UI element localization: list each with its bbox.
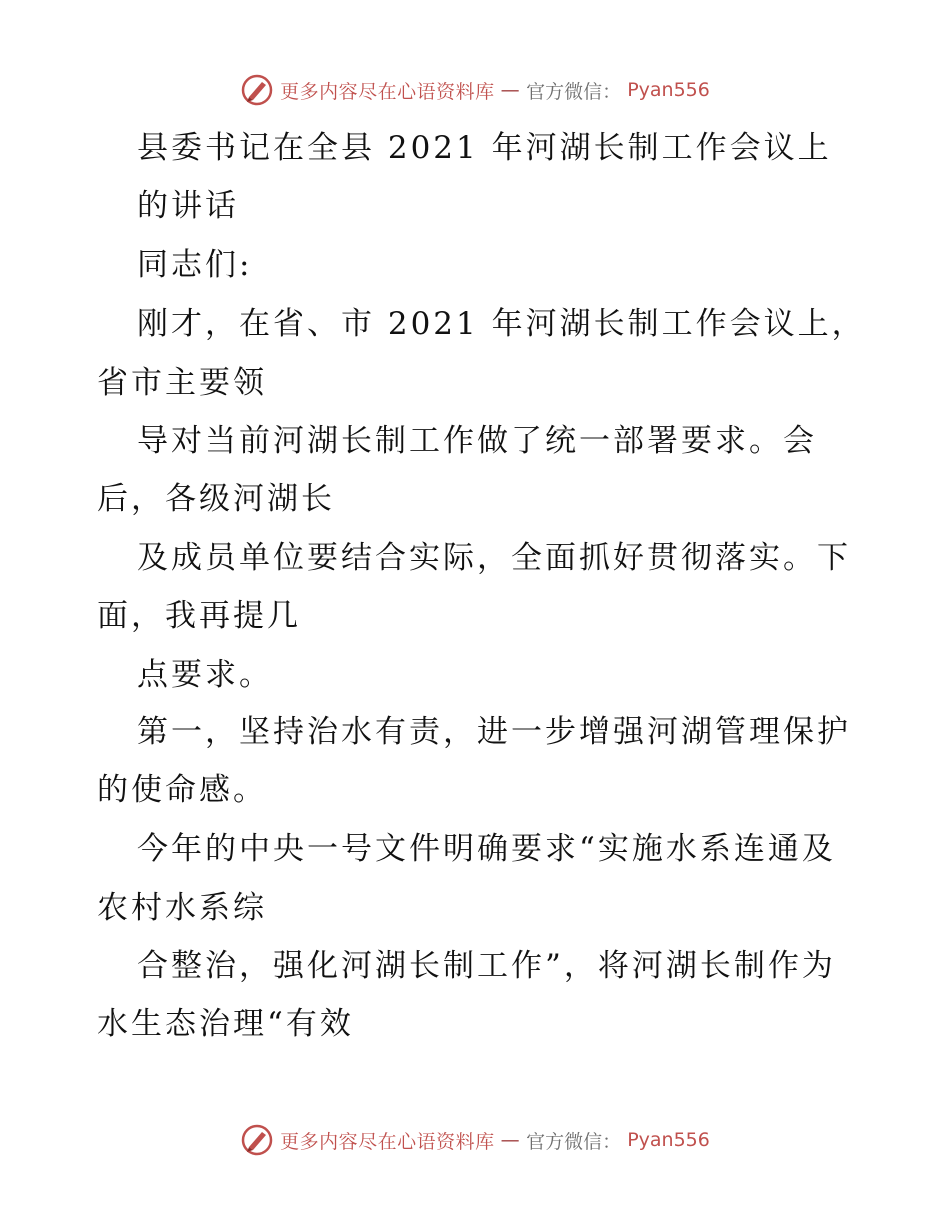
doc-line: 农村水系综 <box>97 890 267 926</box>
doc-line: 面，我再提几 <box>97 598 301 634</box>
watermark-header <box>0 70 950 110</box>
doc-line: 县委书记在全县 2021 年河湖长制工作会议上 <box>137 130 832 166</box>
pen-logo-icon <box>240 73 274 107</box>
doc-line: 刚才，在省、市 2021 年河湖长制工作会议上， <box>137 306 866 342</box>
pen-logo-icon <box>240 1123 274 1157</box>
watermark-wechat-label: 官方微信： <box>526 80 622 103</box>
doc-line: 的使命感。 <box>97 772 267 808</box>
watermark-text: 更多内容尽在心语资料库 <box>280 1130 495 1153</box>
watermark-text: 更多内容尽在心语资料库 <box>280 80 495 103</box>
doc-line: 合整治，强化河湖长制工作”，将河湖长制作为 <box>137 948 836 984</box>
doc-line: 省市主要领 <box>97 365 267 401</box>
watermark-footer <box>0 1120 950 1160</box>
doc-line: 导对当前河湖长制工作做了统一部署要求。会 <box>137 423 817 459</box>
watermark-wechat-id: Pyan556 <box>627 1129 710 1151</box>
watermark-wechat-label: 官方微信： <box>526 1130 622 1153</box>
doc-line: 第一，坚持治水有责，进一步增强河湖管理保护 <box>137 714 851 750</box>
watermark-separator: — <box>500 79 521 101</box>
watermark-wechat-id: Pyan556 <box>627 79 710 101</box>
doc-line: 的讲话 <box>137 188 239 224</box>
doc-line: 水生态治理“有效 <box>97 1006 354 1042</box>
doc-line: 及成员单位要结合实际，全面抓好贯彻落实。下 <box>137 540 851 576</box>
doc-line: 今年的中央一号文件明确要求“实施水系连通及 <box>137 831 836 867</box>
doc-line: 点要求。 <box>137 657 273 693</box>
watermark-separator: — <box>500 1129 521 1151</box>
doc-line: 同志们: <box>137 247 253 283</box>
doc-line: 后，各级河湖长 <box>97 481 335 517</box>
